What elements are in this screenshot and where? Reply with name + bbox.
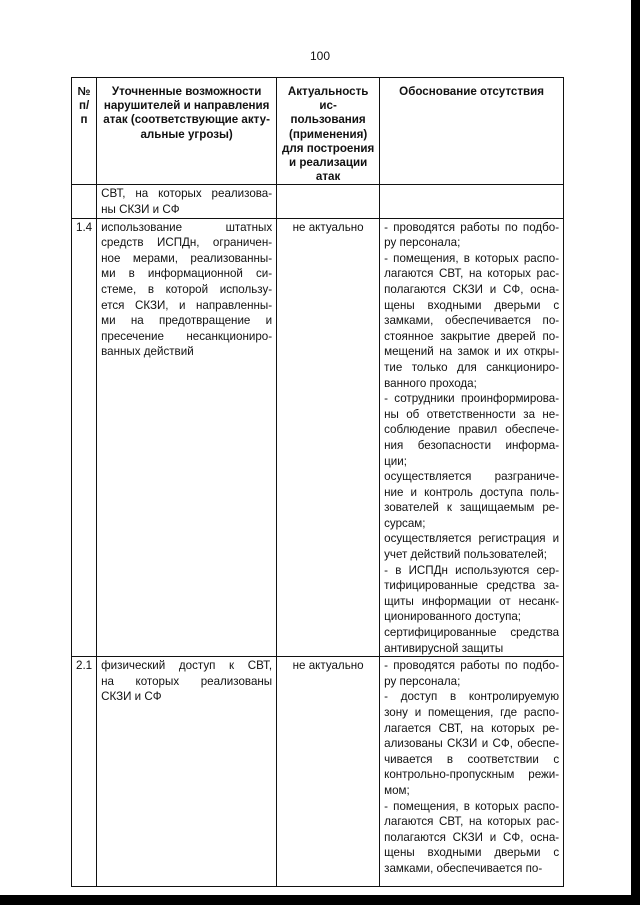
text-line: щиты информации от несанк-: [384, 594, 560, 608]
text-line: пользования: [290, 113, 366, 127]
page-number: 100: [309, 49, 331, 63]
text-line: №: [77, 85, 91, 98]
row-number: 1.4: [72, 218, 97, 657]
text-line: - проводятся работы по подбо-: [384, 220, 560, 234]
text-line: ализованы СКЗИ и СФ, обеспе-: [384, 737, 560, 751]
text-line: использование штатных: [101, 220, 273, 234]
relevance-cell: не актуально: [277, 657, 380, 887]
justification-cell: [380, 185, 564, 218]
text-line: - в ИСПДн используются сер-: [384, 563, 560, 577]
header-num: [72, 78, 97, 185]
table-row-1-4: [72, 218, 564, 657]
text-line: зователей к защищаемым ре-: [384, 501, 560, 515]
header-justification: [380, 78, 564, 185]
text-line: лагаются СВТ, на которых рас-: [384, 815, 560, 829]
text-line: ми на предотвращение и: [101, 314, 273, 328]
text-line: - помещения, в которых распо-: [384, 799, 560, 813]
text-line: стеме, в которой использу-: [101, 282, 273, 296]
capability-cell: [97, 218, 277, 657]
text-line: полагаются СКЗИ и СФ, осна-: [384, 830, 560, 844]
text-line: мещений на замок и их откры-: [384, 345, 560, 359]
text-line: стоянное закрытие дверей по-: [384, 329, 560, 343]
header-relevance: [277, 78, 380, 185]
text-line: ны СКЗИ и СФ: [101, 203, 180, 217]
threat-table: [71, 77, 564, 887]
text-line: тие только для санкциониро-: [384, 360, 560, 374]
text-line: сертифицированные средства: [384, 626, 560, 640]
text-line: - доступ в контролируемую: [384, 690, 560, 704]
text-line: альные угрозы): [140, 127, 233, 141]
text-line: для построения: [281, 141, 375, 155]
text-line: чивается в соответствии с: [384, 752, 560, 766]
text-line: ния безопасности информа-: [384, 438, 560, 452]
text-line: ции;: [384, 454, 407, 468]
text-line: соблюдение правил обеспече-: [384, 423, 560, 437]
text-line: полагаются СКЗИ и СФ, осна-: [384, 282, 560, 296]
text-line: ми в информационной си-: [101, 267, 273, 281]
scan-border-right: [631, 0, 640, 905]
capability-cell: [97, 185, 277, 218]
text-line: физический доступ к СВТ,: [101, 659, 273, 673]
text-line: - помещения, в которых распо-: [384, 251, 560, 265]
text-line: Уточненные возможности: [111, 85, 262, 98]
text-line: ние и контроль доступа поль-: [384, 485, 560, 499]
text-line: тифицированные средства за-: [384, 579, 560, 593]
text-line: щены входными дверьми с: [384, 298, 560, 312]
text-line: замками, обеспечивается по-: [384, 861, 543, 875]
text-line: п/п: [78, 99, 90, 127]
text-line: атак: [315, 170, 341, 184]
text-line: - проводятся работы по подбо-: [384, 659, 560, 673]
relevance-cell: не актуально: [277, 218, 380, 657]
row-number: [72, 185, 97, 218]
text-line: на которых реализованы: [101, 674, 273, 688]
justification-cell: [380, 218, 564, 657]
text-line: учет действий пользователей;: [384, 548, 547, 562]
text-line: щены входными дверьми с: [384, 846, 560, 860]
text-line: антивирусной защиты: [384, 641, 504, 655]
text-line: зону и помещения, где распо-: [384, 706, 560, 720]
text-line: лагается СВТ, на которых ре-: [384, 721, 560, 735]
row-number: 2.1: [72, 657, 97, 887]
text-line: Актуальность ис-: [287, 85, 369, 113]
text-line: осуществляется регистрация и: [384, 532, 560, 546]
header-row: [72, 78, 564, 185]
text-line: осуществляется разграниче-: [384, 470, 560, 484]
text-line: ру персонала;: [384, 236, 461, 250]
scan-border-bottom: [0, 895, 640, 905]
text-line: СКЗИ и СФ: [101, 690, 162, 704]
table-row-continuation: [72, 185, 564, 218]
text-line: атак (соответствующие акту-: [103, 113, 270, 127]
text-line: средств ИСПДн, ограничен-: [101, 236, 273, 250]
text-line: лагаются СВТ, на которых рас-: [384, 267, 560, 281]
justification-cell: [380, 657, 564, 887]
text-line: и реализации: [288, 156, 368, 170]
text-line: ру персонала;: [384, 674, 461, 688]
text-line: замками, обеспечивается по-: [384, 314, 560, 328]
text-line: ное мерами, реализованны-: [101, 251, 273, 265]
text-line: сурсам;: [384, 516, 426, 530]
text-line: контрольно-пропускным режи-: [384, 768, 560, 782]
text-line: ны об ответственности за не-: [384, 407, 560, 421]
text-line: - сотрудники проинформирова-: [384, 392, 560, 406]
text-line: ционированного доступа;: [384, 610, 522, 624]
text-line: ется СКЗИ, и направленны-: [101, 298, 273, 312]
text-line: (применения): [288, 127, 368, 141]
text-line: ванных действий: [101, 345, 194, 359]
relevance-cell: [277, 185, 380, 218]
capability-cell: [97, 657, 277, 887]
text-line: нарушителей и направления: [103, 99, 270, 113]
text-line: Обоснование отсутствия: [399, 85, 545, 98]
text-line: пресечение несанкциониро-: [101, 329, 273, 343]
text-line: мом;: [384, 783, 410, 797]
text-line: ванного прохода;: [384, 376, 477, 390]
header-capability: [97, 78, 277, 185]
table-row-2-1: [72, 657, 564, 887]
text-line: СВТ, на которых реализова-: [101, 187, 273, 201]
